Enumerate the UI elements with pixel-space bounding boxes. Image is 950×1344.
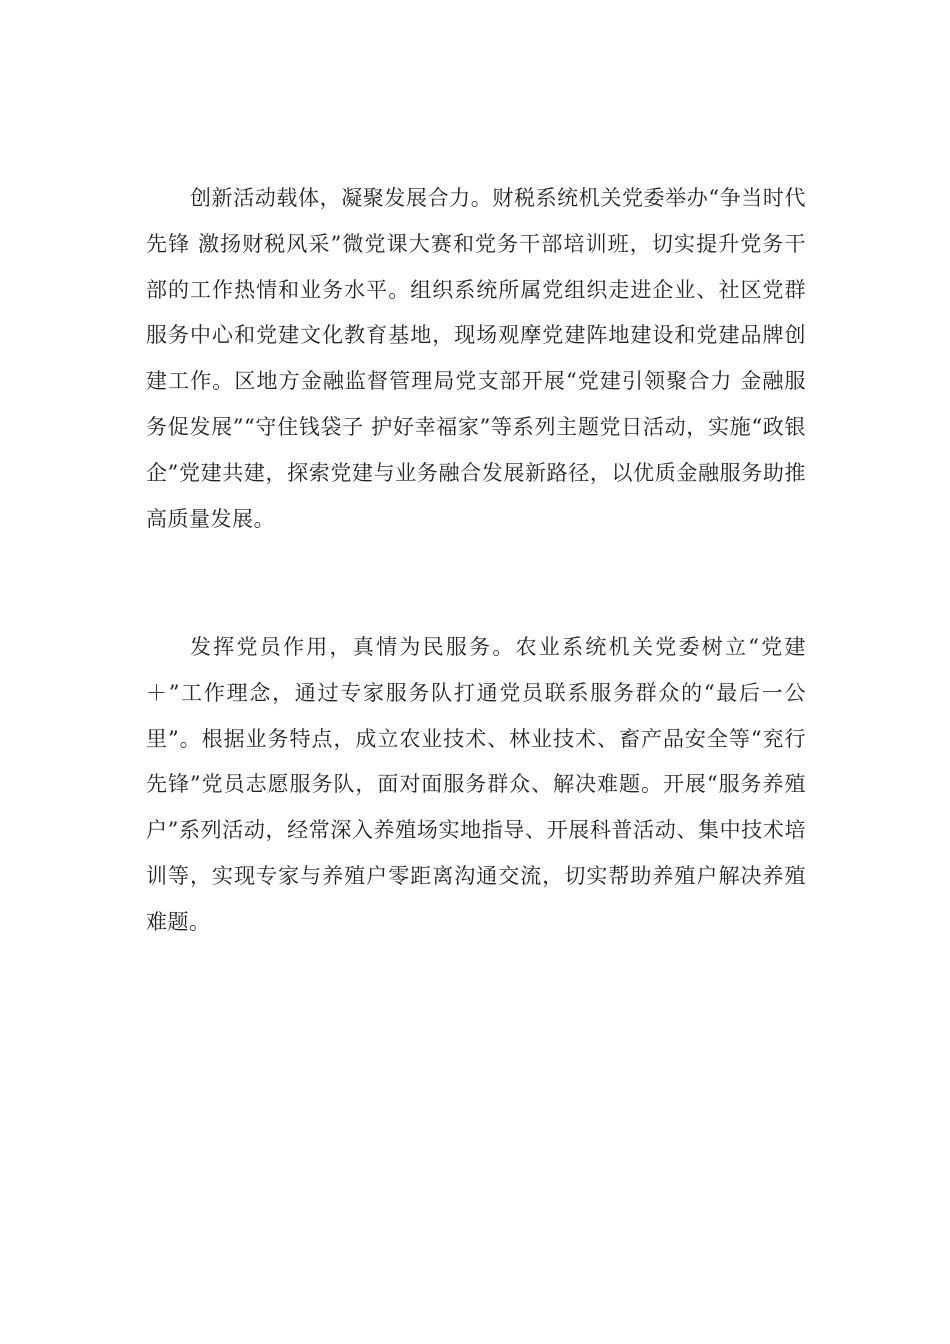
paragraph-activity-carriers: 创新活动载体，凝聚发展合力。财税系统机关党委举办“争当时代先锋 激扬财税风采”微党课大赛和党务干部培训班，切实提升党务干部的工作热情和业务水平。组织系统所属党组织走进企业、社区党群服务中心和党建文化教育基地，现场观摩党建阵地建设和党建品牌创建工作。区地方金融监督管理局党支部开展“党建引领聚合力 金融服务促发展”“守住钱袋子 护好幸福家”等系列主题党日活动，实施“政银企”党建共建，探索党建与业务融合发展新路径，以优质金融服务助推高质量发展。 bbox=[146, 186, 806, 531]
paragraph-party-member-role: 发挥党员作用，真情为民服务。农业系统机关党委树立“党建＋”工作理念，通过专家服务队打通党员联系服务群众的“最后一公里”。根据业务特点，成立农业技术、林业技术、畜产品安全等“兖行先锋”党员志愿服务队，面对面服务群众、解决难题。开展“服务养殖户”系列活动，经常深入养殖场实地指导、开展科普活动、集中技术培训等，实现专家与养殖户零距离沟通交流，切实帮助养殖户解决养殖难题。 bbox=[146, 635, 806, 934]
